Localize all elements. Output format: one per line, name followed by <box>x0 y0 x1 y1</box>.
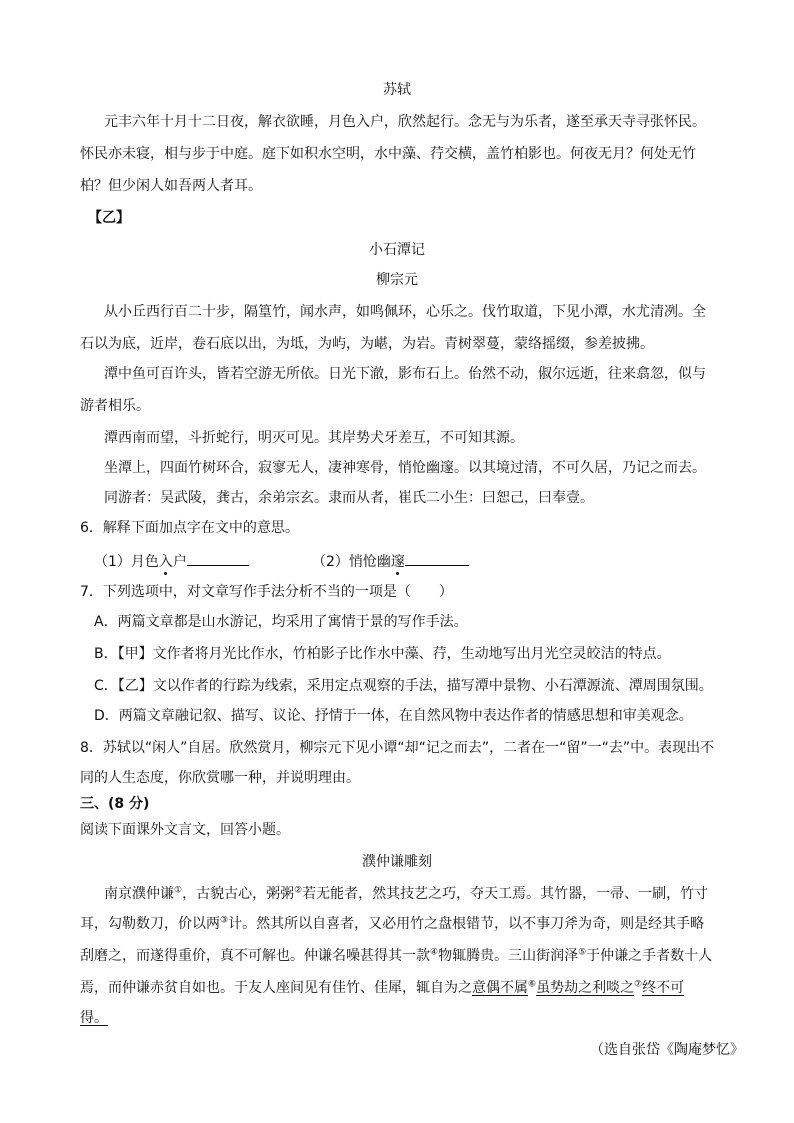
underlined-phrase-end: 得。 <box>80 1010 108 1026</box>
section3-line-5 <box>80 1008 108 1028</box>
note-marker-6: ⑥ <box>528 979 537 990</box>
note-marker-2: ② <box>294 885 303 896</box>
q6-item-1-answer-blank[interactable] <box>187 550 249 566</box>
text-run: 焉，而仲谦赤贫自如也。于友人座间见有佳竹、佳犀，辄自为之 <box>80 980 472 996</box>
note-marker-4: ④ <box>430 947 439 958</box>
yi-line-5: 潭西南而望，斗折蛇行，明灭可见。其岸势犬牙差互，不可知其源。 <box>104 430 524 446</box>
q8-line-1: 8．苏轼以“闲人”自居。欣然赏月，柳宗元下见小谭“却“记之而去”，二者在一“留”一“去”中。表现出不 <box>80 740 715 756</box>
text-run: 于仲谦之手者数十人 <box>586 948 713 964</box>
text-run: ，古貌古心，粥粥 <box>182 886 295 902</box>
text-run: 若无能者，然其技艺之巧，夺天工焉。其竹器，一帚、一刷，竹寸 <box>302 886 709 902</box>
text-run: 南京濮仲谦 <box>104 886 174 902</box>
q6-item-2-answer-blank[interactable] <box>405 550 469 566</box>
q6-item-1-dotted-char: 入 <box>158 554 173 570</box>
text-run: 刮磨之，而遂得重价，真不可解也。仲谦名噪甚得其一款 <box>80 948 430 964</box>
jia-line-2: 怀民亦未寝，相与步于中庭。庭下如积水空明，水中藻、荇交横，盖竹柏影也。何夜无月？何处无竹 <box>80 146 696 162</box>
yi-line-4: 游者相乐。 <box>80 398 150 414</box>
q6-item-2-pre: 悄怆幽 <box>348 554 391 570</box>
yi-author: 柳宗元 <box>376 272 418 288</box>
note-marker-5: ⑤ <box>578 947 587 958</box>
note-marker-7: ⑦ <box>634 979 643 990</box>
yi-line-3: 潭中鱼可百许头，皆若空游无所依。日光下澈，影布石上。佁然不动，俶尔远逝，往来翕忽，似与 <box>104 366 706 382</box>
section3-line-4 <box>80 978 684 998</box>
jia-line-3: 柏？但少闲人如吾两人者耳。 <box>80 178 262 194</box>
q7-stem: 7．下列选项中，对文章写作手法分析不当的一项是（ ） <box>80 584 453 600</box>
q7-option-a[interactable]: A．两篇文章都是山水游记，均采用了寓情于景的写作手法。 <box>94 614 468 630</box>
note-marker-1: ① <box>174 885 183 896</box>
section3-title: 濮仲谦雕刻 <box>362 854 432 870</box>
q6-item-2-num: （2） <box>312 554 349 570</box>
underlined-phrase-1: 意偶不属 <box>472 980 528 996</box>
text-run: 物辄腾贵。三山街润泽 <box>438 948 579 964</box>
q6-item-1-pre: 月色 <box>130 554 159 570</box>
yi-line-2: 石以为底，近岸，卷石底以出，为坻，为屿，为嵁，为岩。青树翠蔓，蒙络摇缀，参差披拂。 <box>80 336 654 352</box>
yi-label: 【乙】 <box>88 210 130 226</box>
text-run: 耳，勾勒数刀，价以两 <box>80 916 220 932</box>
q7-option-b[interactable]: B．【甲】文作者将月光比作水，竹柏影子比作水中藻、荇，生动地写出月光空灵皎洁的特点。 <box>94 646 671 662</box>
section3-line-1 <box>104 884 708 904</box>
text-run: 计。然其所以自喜者，又必用竹之盘根错节，以不事刀斧为奇，则是经其手略 <box>228 916 705 932</box>
q6-item-1-post: 户 <box>172 554 187 570</box>
section3-source: （选自张岱《陶庵梦忆》 <box>590 1042 744 1058</box>
section3-instruction: 阅读下面课外文言文，回答小题。 <box>80 822 290 838</box>
q6-item-2 <box>312 550 469 572</box>
section3-heading: 三、(8 分) <box>80 796 150 812</box>
q8-line-2: 同的人生态度，你欣赏哪一种，并说明理由。 <box>80 770 360 786</box>
q6-item-1-num: （1） <box>94 554 131 570</box>
yi-line-6: 坐潭上，四面竹树环合，寂寥无人，凄神寒骨，悄怆幽邃。以其境过清，不可久居，乃记之而去。 <box>104 460 706 476</box>
q6-item-2-dotted-char: 邃 <box>390 554 405 570</box>
q6-stem: 6．解释下面加点字在文中的意思。 <box>80 520 299 536</box>
yi-line-1: 从小丘西行百二十步，隔篁竹，闻水声，如鸣佩环，心乐之。伐竹取道，下见小潭，水尤清冽。全 <box>104 304 706 320</box>
note-marker-3: ③ <box>220 915 229 926</box>
yi-title: 小石潭记 <box>369 242 425 258</box>
section3-line-3 <box>80 946 712 966</box>
q7-option-c[interactable]: C．【乙】文以作者的行踪为线索，采用定点观察的手法，描写潭中景物、小石潭源流、潭周围氛围。 <box>94 678 713 694</box>
underlined-phrase-3: 终不可 <box>642 980 685 996</box>
yi-line-7: 同游者：吴武陵，龚古，余弟宗玄。隶而从者，崔氏二小生：曰恕己，曰奉壹。 <box>104 490 594 506</box>
jia-line-1: 元丰六年十月十二日夜，解衣欲睡，月色入户，欣然起行。念无与为乐者，遂至承天寺寻张怀民。 <box>104 114 706 130</box>
section3-line-2 <box>80 914 704 934</box>
jia-author: 苏轼 <box>383 82 411 98</box>
q6-item-1 <box>94 550 249 572</box>
q7-option-d[interactable]: D．两篇文章融记叙、描写、议论、抒情于一体，在自然风物中表达作者的情感思想和审美观念。 <box>94 708 693 724</box>
underlined-phrase-2: 虽势劫之利啖之 <box>536 980 635 996</box>
